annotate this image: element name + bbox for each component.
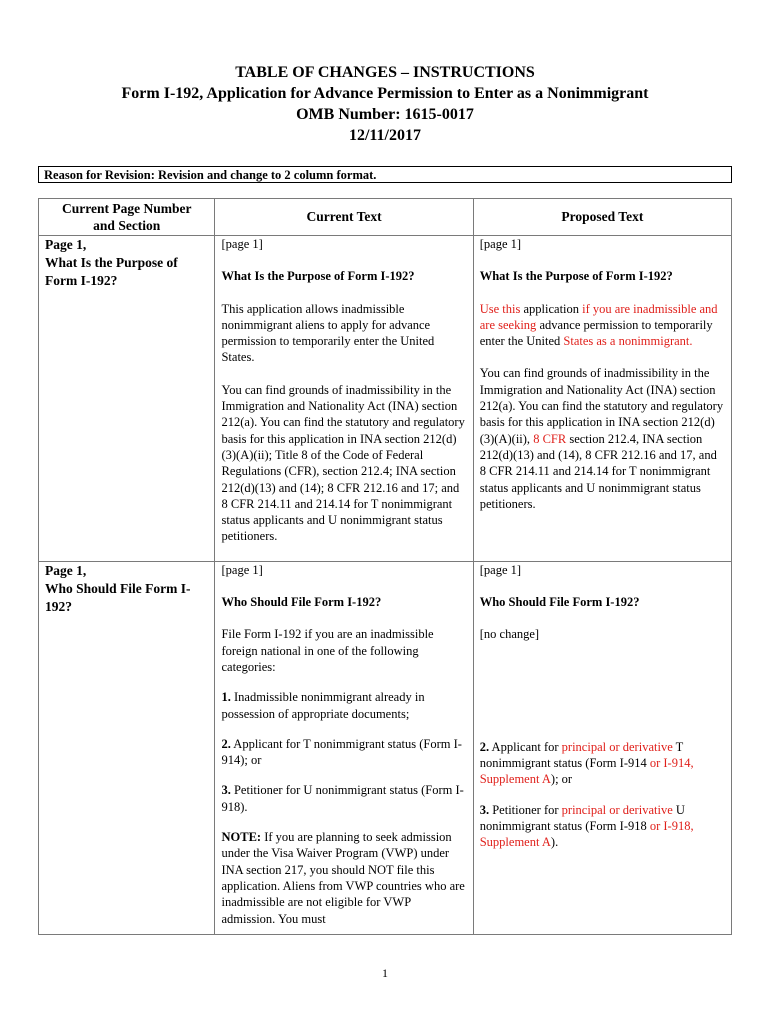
header-col1-line2: and Section	[93, 218, 161, 233]
text-run: advance permission to temporarily enter the United	[479, 317, 713, 349]
cell-paragraph: File Form I-192 if you are an inadmissible foreign national in one of the following categories:	[221, 627, 434, 674]
cell-paragraph: This application allows inadmissible nonimmigrant aliens to apply for advance permission to temporarily enter the United States.	[221, 301, 435, 365]
table-row	[39, 561, 732, 934]
page-ref: [page 1]	[479, 562, 522, 577]
text-run: section 212.4, INA section 212(d)(13) and (14), 8 CFR 212.16 and 17, and 8 CFR 214.11 and 214.14 for T nonimmigrant status applicants and U nonimmigrant status petitioners.	[479, 431, 717, 511]
note-paragraph	[221, 829, 466, 927]
inserted-text: principal or derivative	[561, 739, 673, 754]
section-title-line: What Is the Purpose of	[45, 255, 178, 270]
cell-paragraph	[480, 365, 725, 512]
note-label: NOTE:	[221, 830, 262, 845]
text-run: Inadmissible nonimmigrant already in possession of appropriate documents;	[221, 690, 425, 721]
reason-for-revision: Reason for Revision: Revision and change to 2 column format.	[38, 166, 732, 183]
list-item	[221, 782, 466, 815]
table-header-row	[39, 199, 732, 236]
current-text-cell	[215, 236, 473, 562]
text-run: If you are planning to seek admission under the Visa Waiver Program (VWP) under INA section 217, you should NOT file this application. Aliens from VWP countries who are inadmissible are not eligible for VWP admission. You must	[221, 830, 465, 926]
text-run: U nonimmigrant status (Form I-918	[479, 802, 685, 833]
text-run: Applicant for T nonimmigrant status (Form I-914); or	[221, 736, 462, 768]
document-title	[0, 62, 770, 146]
list-item	[480, 802, 725, 851]
list-item	[221, 736, 466, 769]
header-col1-line1: Current Page Number	[62, 201, 192, 216]
header-proposed-text: Proposed Text	[473, 199, 731, 236]
section-cell	[39, 236, 215, 562]
header-current-text: Current Text	[215, 199, 473, 236]
list-item	[480, 739, 725, 788]
cell-heading: What Is the Purpose of Form I-192?	[221, 269, 415, 284]
section-title-line: 192?	[45, 598, 72, 614]
inserted-text: or I-918, Supplement A	[479, 818, 694, 850]
section-page: Page 1,	[45, 562, 87, 578]
changes-table	[38, 198, 732, 935]
table-row	[39, 236, 732, 562]
list-number: 2.	[479, 739, 490, 754]
text-run: You can find grounds of inadmissibility in the Immigration and Nationality Act (INA) section 212(a). You can find the statutory and regulatory basis for this application in INA section 212(d)(3)(A)(ii),	[479, 366, 724, 446]
current-text-cell	[215, 561, 473, 934]
page-ref: [page 1]	[221, 562, 263, 577]
document-date: 12/11/2017	[348, 127, 421, 144]
title-line-2: Form I-192, Application for Advance Permission to Enter as a Nonimmigrant	[121, 85, 649, 102]
section-title-line: Who Should File Form I-	[45, 580, 191, 596]
section-page: Page 1,	[45, 237, 87, 252]
inserted-text: if you are inadmissible and are seeking	[479, 301, 718, 332]
list-number: 1.	[221, 690, 231, 705]
text-run: ); or	[550, 772, 573, 787]
cell-heading: What Is the Purpose of Form I-192?	[479, 269, 673, 284]
page-number: 1	[382, 966, 388, 980]
header-current-page-section	[39, 199, 215, 236]
proposed-text-cell	[473, 236, 731, 562]
cell-heading: Who Should File Form I-192?	[221, 595, 382, 610]
page-ref: [page 1]	[479, 237, 522, 251]
inserted-text: 8 CFR	[533, 431, 567, 446]
list-item	[221, 689, 466, 722]
list-number: 3.	[479, 802, 490, 817]
text-run: Petitioner for U nonimmigrant status (Form I-918).	[221, 783, 464, 814]
cell-heading: Who Should File Form I-192?	[479, 595, 640, 610]
title-line-1: TABLE OF CHANGES – INSTRUCTIONS	[235, 64, 535, 81]
proposed-text-cell	[473, 561, 731, 934]
omb-number: OMB Number: 1615-0017	[296, 106, 474, 123]
section-cell	[39, 561, 215, 934]
page-ref: [page 1]	[221, 237, 263, 251]
text-run: Applicant for	[489, 739, 562, 754]
text-run: ).	[550, 835, 559, 850]
inserted-text: principal or derivative	[561, 802, 673, 817]
list-number: 3.	[221, 783, 231, 798]
text-run: Petitioner for	[489, 802, 562, 817]
inserted-text: States as a nonimmigrant.	[563, 334, 693, 349]
no-change-note: [no change]	[479, 627, 540, 642]
text-run: T nonimmigrant status (Form I-914	[479, 739, 684, 770]
cell-paragraph	[480, 301, 725, 350]
text-run: application	[520, 301, 583, 316]
cell-paragraph: You can find grounds of inadmissibility in the Immigration and Nationality Act (INA) section 212(a). You can find the statutory and regulatory basis for this application in INA section 212(d)(3)(A)(ii); Title 8 of the Code of Federal Regulations (CFR), section 212.4; INA section 212(d)(13) and (14); 8 CFR 212.16 and 17; and 8 CFR 214.11 and 214.14 for T nonimmigrant status applicants and U nonimmigrant status petitioners.	[221, 382, 465, 544]
inserted-text: Use this	[479, 301, 521, 316]
section-title-line: Form I-192?	[45, 273, 118, 288]
list-number: 2.	[221, 736, 231, 751]
inserted-text: or I-914, Supplement A	[479, 755, 694, 787]
